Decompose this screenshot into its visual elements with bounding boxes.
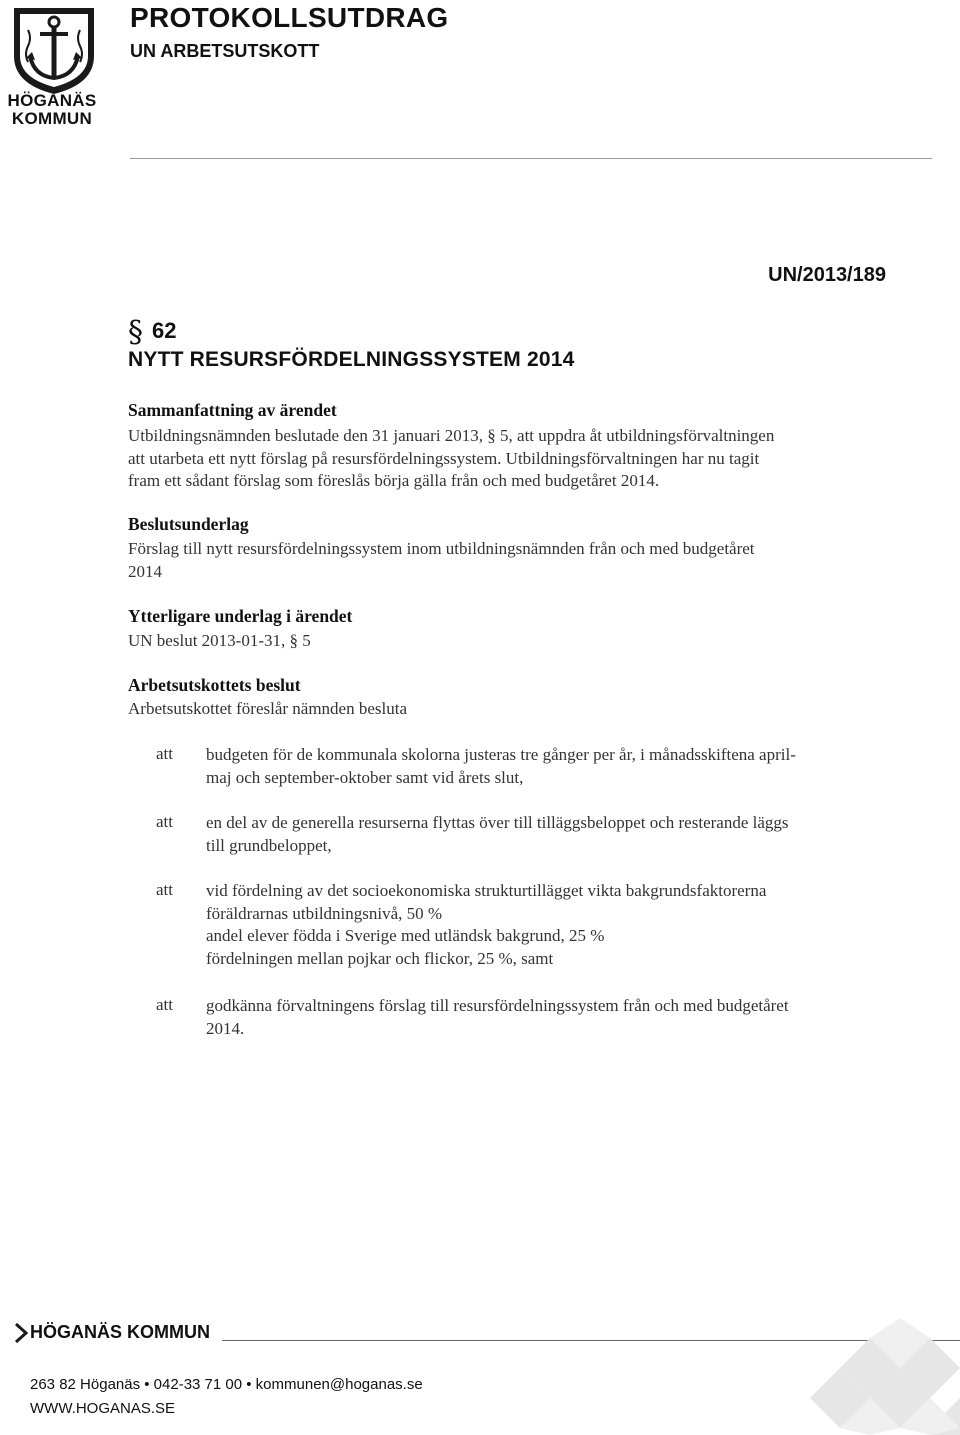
- footer-arrow-icon: [14, 1322, 28, 1344]
- att-marker: att: [156, 812, 173, 831]
- diamond-pattern-decoration: [780, 1318, 960, 1435]
- case-number: UN/2013/189: [768, 264, 886, 286]
- decision-item-line: maj och september-oktober samt vid årets slut,: [206, 767, 524, 787]
- summary-heading: Sammanfattning av ärendet: [128, 400, 337, 420]
- committee-decision-intro: Arbetsutskottet föreslår nämnden besluta: [128, 699, 408, 718]
- footer-website-link[interactable]: WWW.HOGANAS.SE: [30, 1400, 176, 1417]
- document-title: PROTOKOLLSUTDRAG: [130, 2, 449, 33]
- additional-basis-heading: Ytterligare underlag i ärendet: [128, 606, 353, 626]
- logo-line-1: HÖGANÄS: [7, 91, 97, 110]
- document-subtitle: UN ARBETSUTSKOTT: [130, 41, 320, 61]
- decision-item: [206, 995, 896, 1040]
- committee-decision-heading: Arbetsutskottets beslut: [128, 675, 301, 695]
- decision-item-line: budgeten för de kommunala skolorna justeras tre gånger per år, i månadsskiftena april-: [206, 745, 796, 764]
- decision-basis-text: [128, 538, 898, 583]
- logo-wordmark: [0, 92, 104, 128]
- att-marker: att: [156, 744, 173, 763]
- summary-text: [128, 425, 898, 493]
- paragraph-number: 62: [152, 318, 177, 343]
- decision-item-line: fördelningen mellan pojkar och flickor, 25 %, samt: [206, 948, 554, 968]
- decision-item: [206, 880, 896, 970]
- decision-item-line: godkänna förvaltningens förslag till resursfördelningssystem från och med budgetåret: [206, 996, 789, 1015]
- paragraph-sign: §: [128, 315, 143, 350]
- anchor-shield-icon: [8, 4, 100, 96]
- att-marker: att: [156, 880, 173, 899]
- decision-item-line: 2014.: [206, 1018, 245, 1038]
- decision-item-line: andel elever födda i Sverige med utländsk bakgrund, 25 %: [206, 926, 605, 945]
- section-title: NYTT RESURSFÖRDELNINGSSYSTEM 2014: [128, 348, 575, 371]
- additional-basis-text: UN beslut 2013-01-31, § 5: [128, 631, 311, 650]
- decision-basis-line: Förslag till nytt resursfördelningssystem inom utbildningsnämnden från och med budgetåret: [128, 539, 755, 558]
- footer-contact: 263 82 Höganäs • 042-33 71 00 • kommunen@hoganas.se: [30, 1376, 423, 1393]
- decision-item-line: en del av de generella resurserna flyttas över till tilläggsbeloppet och resterande läggs: [206, 813, 789, 832]
- footer-organization: HÖGANÄS KOMMUN: [30, 1322, 210, 1342]
- header-divider: [130, 158, 932, 159]
- summary-line: att utarbeta ett nytt förslag på resursfördelningssystem. Utbildningsförvaltningen har nu tagit: [128, 448, 760, 468]
- att-marker: att: [156, 995, 173, 1014]
- logo-line-2: KOMMUN: [11, 109, 93, 128]
- decision-basis-line: 2014: [128, 561, 162, 581]
- summary-line: fram ett sådant förslag som föreslås börja gälla från och med budgetåret 2014.: [128, 471, 660, 490]
- decision-item-line: vid fördelning av det socioekonomiska strukturtillägget vikta bakgrundsfaktorerna: [206, 881, 767, 900]
- decision-item: [206, 744, 896, 789]
- decision-basis-heading: Beslutsunderlag: [128, 514, 249, 534]
- decision-item-line: föräldrarnas utbildningsnivå, 50 %: [206, 903, 443, 923]
- decision-item: [206, 812, 896, 857]
- summary-line: Utbildningsnämnden beslutade den 31 januari 2013, § 5, att uppdra åt utbildningsförvaltningen: [128, 426, 775, 445]
- decision-item-line: till grundbeloppet,: [206, 835, 332, 855]
